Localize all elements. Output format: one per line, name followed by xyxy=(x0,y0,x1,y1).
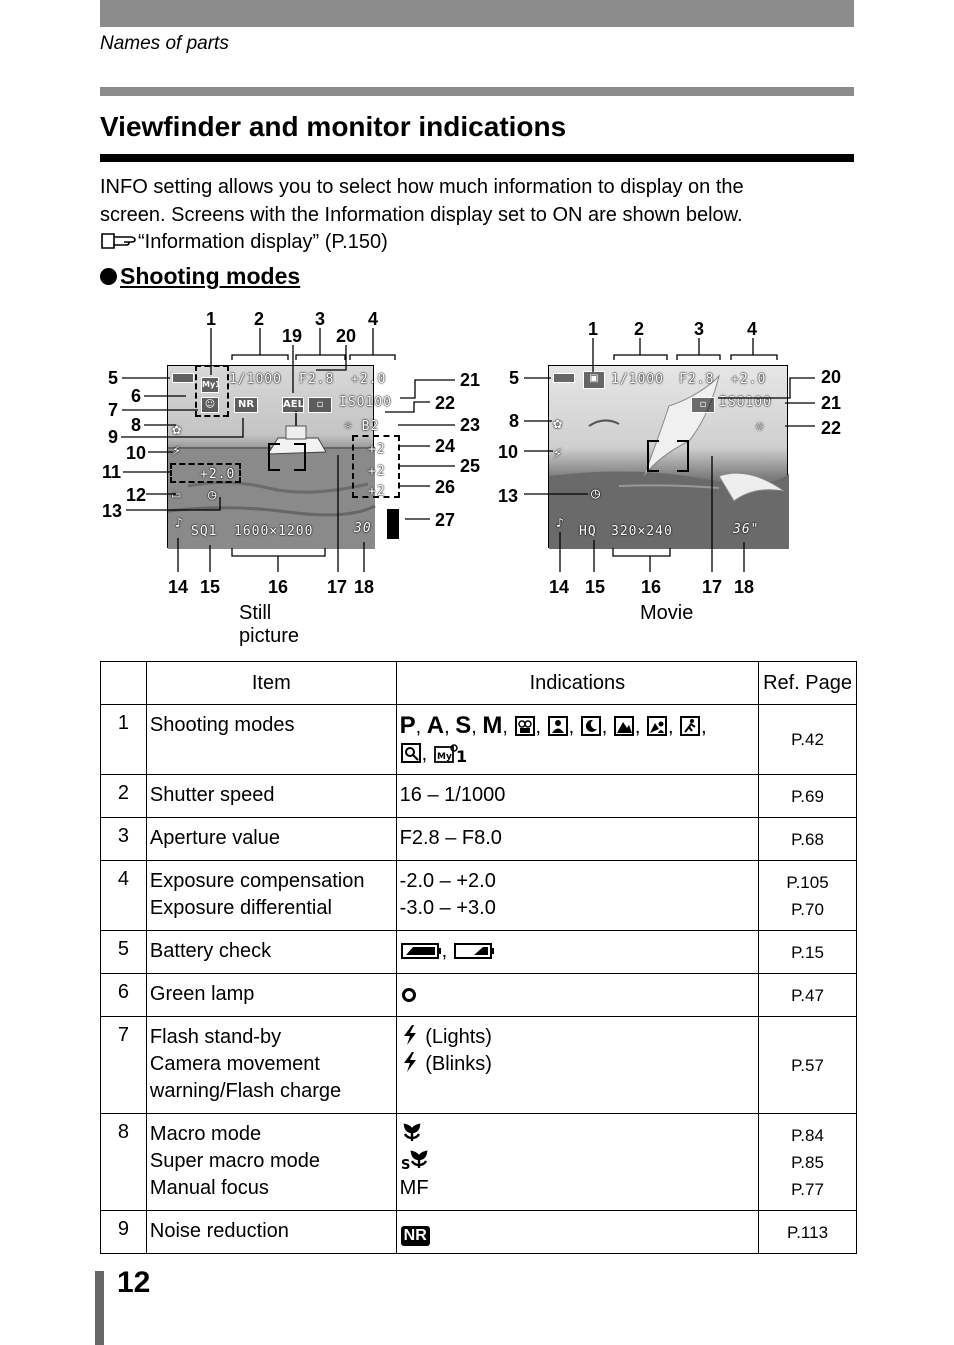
row-number: 9 xyxy=(101,1211,147,1254)
table-row xyxy=(101,818,857,861)
movie-iso: ISO100 xyxy=(719,395,772,410)
callout-still-24: 24 xyxy=(435,436,456,456)
table-row xyxy=(101,1114,857,1211)
page-number-bar xyxy=(95,1271,104,1345)
row-number: 7 xyxy=(101,1017,147,1114)
landscape-portrait-icon xyxy=(647,716,667,736)
callout-still-19: 19 xyxy=(282,326,303,346)
still-aperture: F2.8 xyxy=(299,372,335,387)
callout-still-21: 21 xyxy=(460,370,481,390)
drive-icon: ▭ xyxy=(172,487,182,503)
row-item: Shutter speed xyxy=(146,775,396,818)
callout-still-14: 14 xyxy=(168,577,189,597)
row-ref[interactable]: P.57 xyxy=(759,1017,857,1114)
item-line: Manual focus xyxy=(149,1177,269,1199)
callout-still-15: 15 xyxy=(200,577,221,597)
callout-still-8: 8 xyxy=(131,415,142,435)
still-exp-diff: +2.0 xyxy=(200,467,236,482)
battery-full-icon xyxy=(401,942,441,960)
row-number: 4 xyxy=(101,861,147,931)
intro-line-1: INFO setting allows you to select how much information to display on the xyxy=(100,176,744,198)
callout-movie-10: 10 xyxy=(498,442,519,462)
callout-still-23: 23 xyxy=(460,415,481,435)
my-mode-icon xyxy=(434,743,468,766)
section-name: Names of parts xyxy=(100,33,229,54)
indication-line xyxy=(400,1051,755,1078)
callout-still-7: 7 xyxy=(108,400,119,420)
row-ref[interactable]: P.15 xyxy=(759,931,857,974)
callout-still-6: 6 xyxy=(131,386,142,406)
ref-link[interactable]: P.85 xyxy=(791,1152,824,1172)
still-wb-adjust: ☼ B2 xyxy=(344,419,380,434)
scene-mode-icon xyxy=(401,743,421,763)
noise-reduction-icon: NR xyxy=(401,1226,430,1246)
intro-line-2: screen. Screens with the Information display set to ON are shown below. xyxy=(100,203,743,226)
row-indications: 16 – 1/1000 xyxy=(396,775,758,818)
callout-still-20: 20 xyxy=(336,326,357,346)
callout-still-2: 2 xyxy=(254,309,265,329)
scene-mode-icon: ☺ xyxy=(201,397,219,413)
callout-movie-22: 22 xyxy=(821,418,842,438)
movie-metering-icon: ▫ xyxy=(691,397,715,413)
indication-line xyxy=(400,1121,755,1148)
callout-still-17: 17 xyxy=(327,577,348,597)
callout-movie-16: 16 xyxy=(641,577,662,597)
callout-movie-1: 1 xyxy=(588,319,599,339)
callout-movie-20: 20 xyxy=(821,367,842,387)
row-number: 2 xyxy=(101,775,147,818)
callout-still-16: 16 xyxy=(268,577,289,597)
still-shutter-speed: 1/1000 xyxy=(229,372,282,387)
callout-movie-18: 18 xyxy=(734,577,755,597)
flash-blinks-text: (Blinks) xyxy=(425,1053,492,1075)
row-number: 1 xyxy=(101,705,147,775)
row-ref[interactable]: P.68 xyxy=(759,818,857,861)
night-portrait-icon xyxy=(581,716,601,736)
still-mode-icon: My1 xyxy=(201,377,219,393)
page-number: 12 xyxy=(117,1266,151,1299)
callout-movie-17: 17 xyxy=(702,577,723,597)
header-item: Item xyxy=(146,662,396,705)
svg-text:My: My xyxy=(436,752,452,762)
wb-value: B2 xyxy=(361,419,380,434)
movie-record-mode: HQ xyxy=(579,524,597,539)
row-item: Noise reduction xyxy=(146,1211,396,1254)
row-item: Shooting modes xyxy=(146,705,396,775)
movie-seconds-remaining: 36" xyxy=(733,522,760,537)
callout-movie-2: 2 xyxy=(634,319,645,339)
callout-still-18: 18 xyxy=(354,577,375,597)
mode-m: M xyxy=(482,712,503,739)
callout-movie-8: 8 xyxy=(509,411,520,431)
row-ref[interactable]: P.42 xyxy=(759,705,857,775)
callout-still-1: 1 xyxy=(206,309,217,329)
metering-icon: ▫ xyxy=(308,397,332,413)
movie-caption: Movie xyxy=(640,602,694,624)
callout-still-5: 5 xyxy=(108,368,119,388)
item-line: Super macro mode xyxy=(149,1150,320,1172)
mode-a: A xyxy=(426,712,445,739)
header-indications: Indications xyxy=(396,662,758,705)
header-ref-page: Ref. Page xyxy=(759,662,857,705)
row-item xyxy=(146,861,396,931)
row-indications xyxy=(396,974,758,1017)
movie-self-timer-icon: ◷ xyxy=(591,484,602,502)
wb-sun-icon: ☼ xyxy=(755,418,766,436)
row-ref[interactable]: P.113 xyxy=(759,1211,857,1254)
indication-line xyxy=(400,1148,755,1175)
still-frames-remaining: 30 xyxy=(354,521,372,536)
row-ref[interactable]: P.69 xyxy=(759,775,857,818)
callout-movie-5: 5 xyxy=(509,368,520,388)
sports-mode-icon xyxy=(680,716,700,736)
row-number: 6 xyxy=(101,974,147,1017)
row-indications: F2.8 – F8.0 xyxy=(396,818,758,861)
still-contrast: +2 xyxy=(368,464,386,479)
indication-line xyxy=(400,1024,755,1051)
macro-icon xyxy=(401,1121,423,1143)
movie-mode-icon xyxy=(515,716,535,736)
movie-flash-icon: ⚡ xyxy=(553,444,564,462)
subheading-text: Shooting modes xyxy=(120,263,301,289)
callout-still-26: 26 xyxy=(435,477,456,497)
self-timer-icon: ◷ xyxy=(208,487,218,503)
callout-still-3: 3 xyxy=(315,309,326,329)
ref-link[interactable]: P.105 xyxy=(786,872,829,892)
intro-reference[interactable]: “Information display” (P.150) xyxy=(138,231,388,253)
callout-still-11: 11 xyxy=(102,462,122,482)
still-exposure: +2.0 xyxy=(351,372,387,387)
svg-text:S: S xyxy=(400,1158,411,1173)
callout-still-13: 13 xyxy=(102,501,123,521)
row-number: 3 xyxy=(101,818,147,861)
row-item xyxy=(146,1017,396,1114)
movie-macro-icon: ✿ xyxy=(553,414,564,432)
row-number: 8 xyxy=(101,1114,147,1211)
movie-shutter-speed: 1/1000 xyxy=(611,372,664,387)
flash-icon xyxy=(401,1051,419,1073)
noise-reduction-icon: NR xyxy=(234,397,258,413)
movie-mode-icon: ▣ xyxy=(583,371,605,389)
flash-mode-icon: ⚡ xyxy=(172,441,183,459)
still-saturation: +2 xyxy=(368,442,386,457)
callout-movie-14: 14 xyxy=(549,577,570,597)
callout-still-27: 27 xyxy=(435,510,456,530)
movie-callout-lines xyxy=(0,0,954,640)
table-row xyxy=(101,931,857,974)
item-line: Macro mode xyxy=(149,1123,262,1145)
ae-lock-icon: AEL xyxy=(282,397,304,413)
still-iso: ISO100 xyxy=(339,395,392,410)
item-line: Exposure compensation xyxy=(149,870,365,892)
table-row xyxy=(101,1017,857,1114)
row-number: 5 xyxy=(101,931,147,974)
portrait-mode-icon xyxy=(548,716,568,736)
row-indications xyxy=(396,1211,758,1254)
movie-microphone-icon: ♪ xyxy=(556,516,565,531)
super-macro-icon xyxy=(400,1148,431,1173)
green-lamp-icon xyxy=(401,987,417,1003)
callout-still-9: 9 xyxy=(108,427,119,447)
still-sharpness: +2 xyxy=(368,484,386,499)
callout-movie-3: 3 xyxy=(694,319,705,339)
row-indications xyxy=(396,861,758,931)
callout-still-25: 25 xyxy=(460,456,481,476)
callout-still-10: 10 xyxy=(126,443,147,463)
callout-still-12: 12 xyxy=(126,485,147,505)
row-indications xyxy=(396,1114,758,1211)
mode-icons-line-2: , My 1 xyxy=(400,741,755,768)
table-header-row xyxy=(101,662,857,705)
row-ref xyxy=(759,861,857,931)
header-number xyxy=(101,662,147,705)
row-item: Aperture value xyxy=(146,818,396,861)
movie-exposure: +2.0 xyxy=(731,372,767,387)
indications-table xyxy=(100,661,857,1254)
table-row xyxy=(101,775,857,818)
landscape-mode-icon xyxy=(614,716,634,736)
indication-line: -3.0 – +3.0 xyxy=(399,897,496,919)
flash-icon xyxy=(401,1024,419,1046)
row-item xyxy=(146,1114,396,1211)
table-row xyxy=(101,974,857,1017)
still-record-mode: SQ1 xyxy=(191,524,218,539)
ref-link[interactable]: P.70 xyxy=(791,899,824,919)
macro-icon: ✿ xyxy=(172,420,183,438)
row-item: Battery check xyxy=(146,931,396,974)
movie-aperture: F2.8 xyxy=(679,372,715,387)
row-ref xyxy=(759,1114,857,1211)
manual-focus-text: MF xyxy=(399,1177,429,1199)
row-ref[interactable]: P.47 xyxy=(759,974,857,1017)
item-line: warning/Flash charge xyxy=(149,1080,342,1102)
row-indications: P, A, S, M, , , , , , , , My 1 xyxy=(396,705,758,775)
callout-movie-4: 4 xyxy=(747,319,758,339)
callout-still-22: 22 xyxy=(435,393,456,413)
row-indications xyxy=(396,1017,758,1114)
movie-resolution: 320×240 xyxy=(611,524,673,539)
still-caption: Still picture xyxy=(239,602,300,647)
item-line: Camera movement xyxy=(149,1053,320,1075)
callout-movie-15: 15 xyxy=(585,577,606,597)
row-indications: , xyxy=(396,931,758,974)
battery-low-icon xyxy=(454,942,494,960)
ref-link[interactable]: P.84 xyxy=(791,1125,824,1145)
callout-movie-13: 13 xyxy=(498,486,519,506)
mode-s: S xyxy=(455,712,472,739)
table-row xyxy=(101,861,857,931)
page-title: Viewfinder and monitor indications xyxy=(100,111,567,142)
mode-p: P xyxy=(399,712,416,739)
still-resolution: 1600×1200 xyxy=(234,524,314,539)
table-row xyxy=(101,705,857,775)
indication-line: -2.0 – +2.0 xyxy=(399,870,496,892)
callout-still-4: 4 xyxy=(368,309,379,329)
callout-movie-21: 21 xyxy=(821,393,842,413)
item-line: Exposure differential xyxy=(149,897,332,919)
table-row xyxy=(101,1211,857,1254)
microphone-icon: ♪ xyxy=(175,516,184,531)
flash-lights-text: (Lights) xyxy=(425,1026,492,1048)
ref-link[interactable]: P.77 xyxy=(791,1179,824,1199)
svg-text:1: 1 xyxy=(455,747,467,766)
row-item: Green lamp xyxy=(146,974,396,1017)
item-line: Flash stand-by xyxy=(149,1026,282,1048)
